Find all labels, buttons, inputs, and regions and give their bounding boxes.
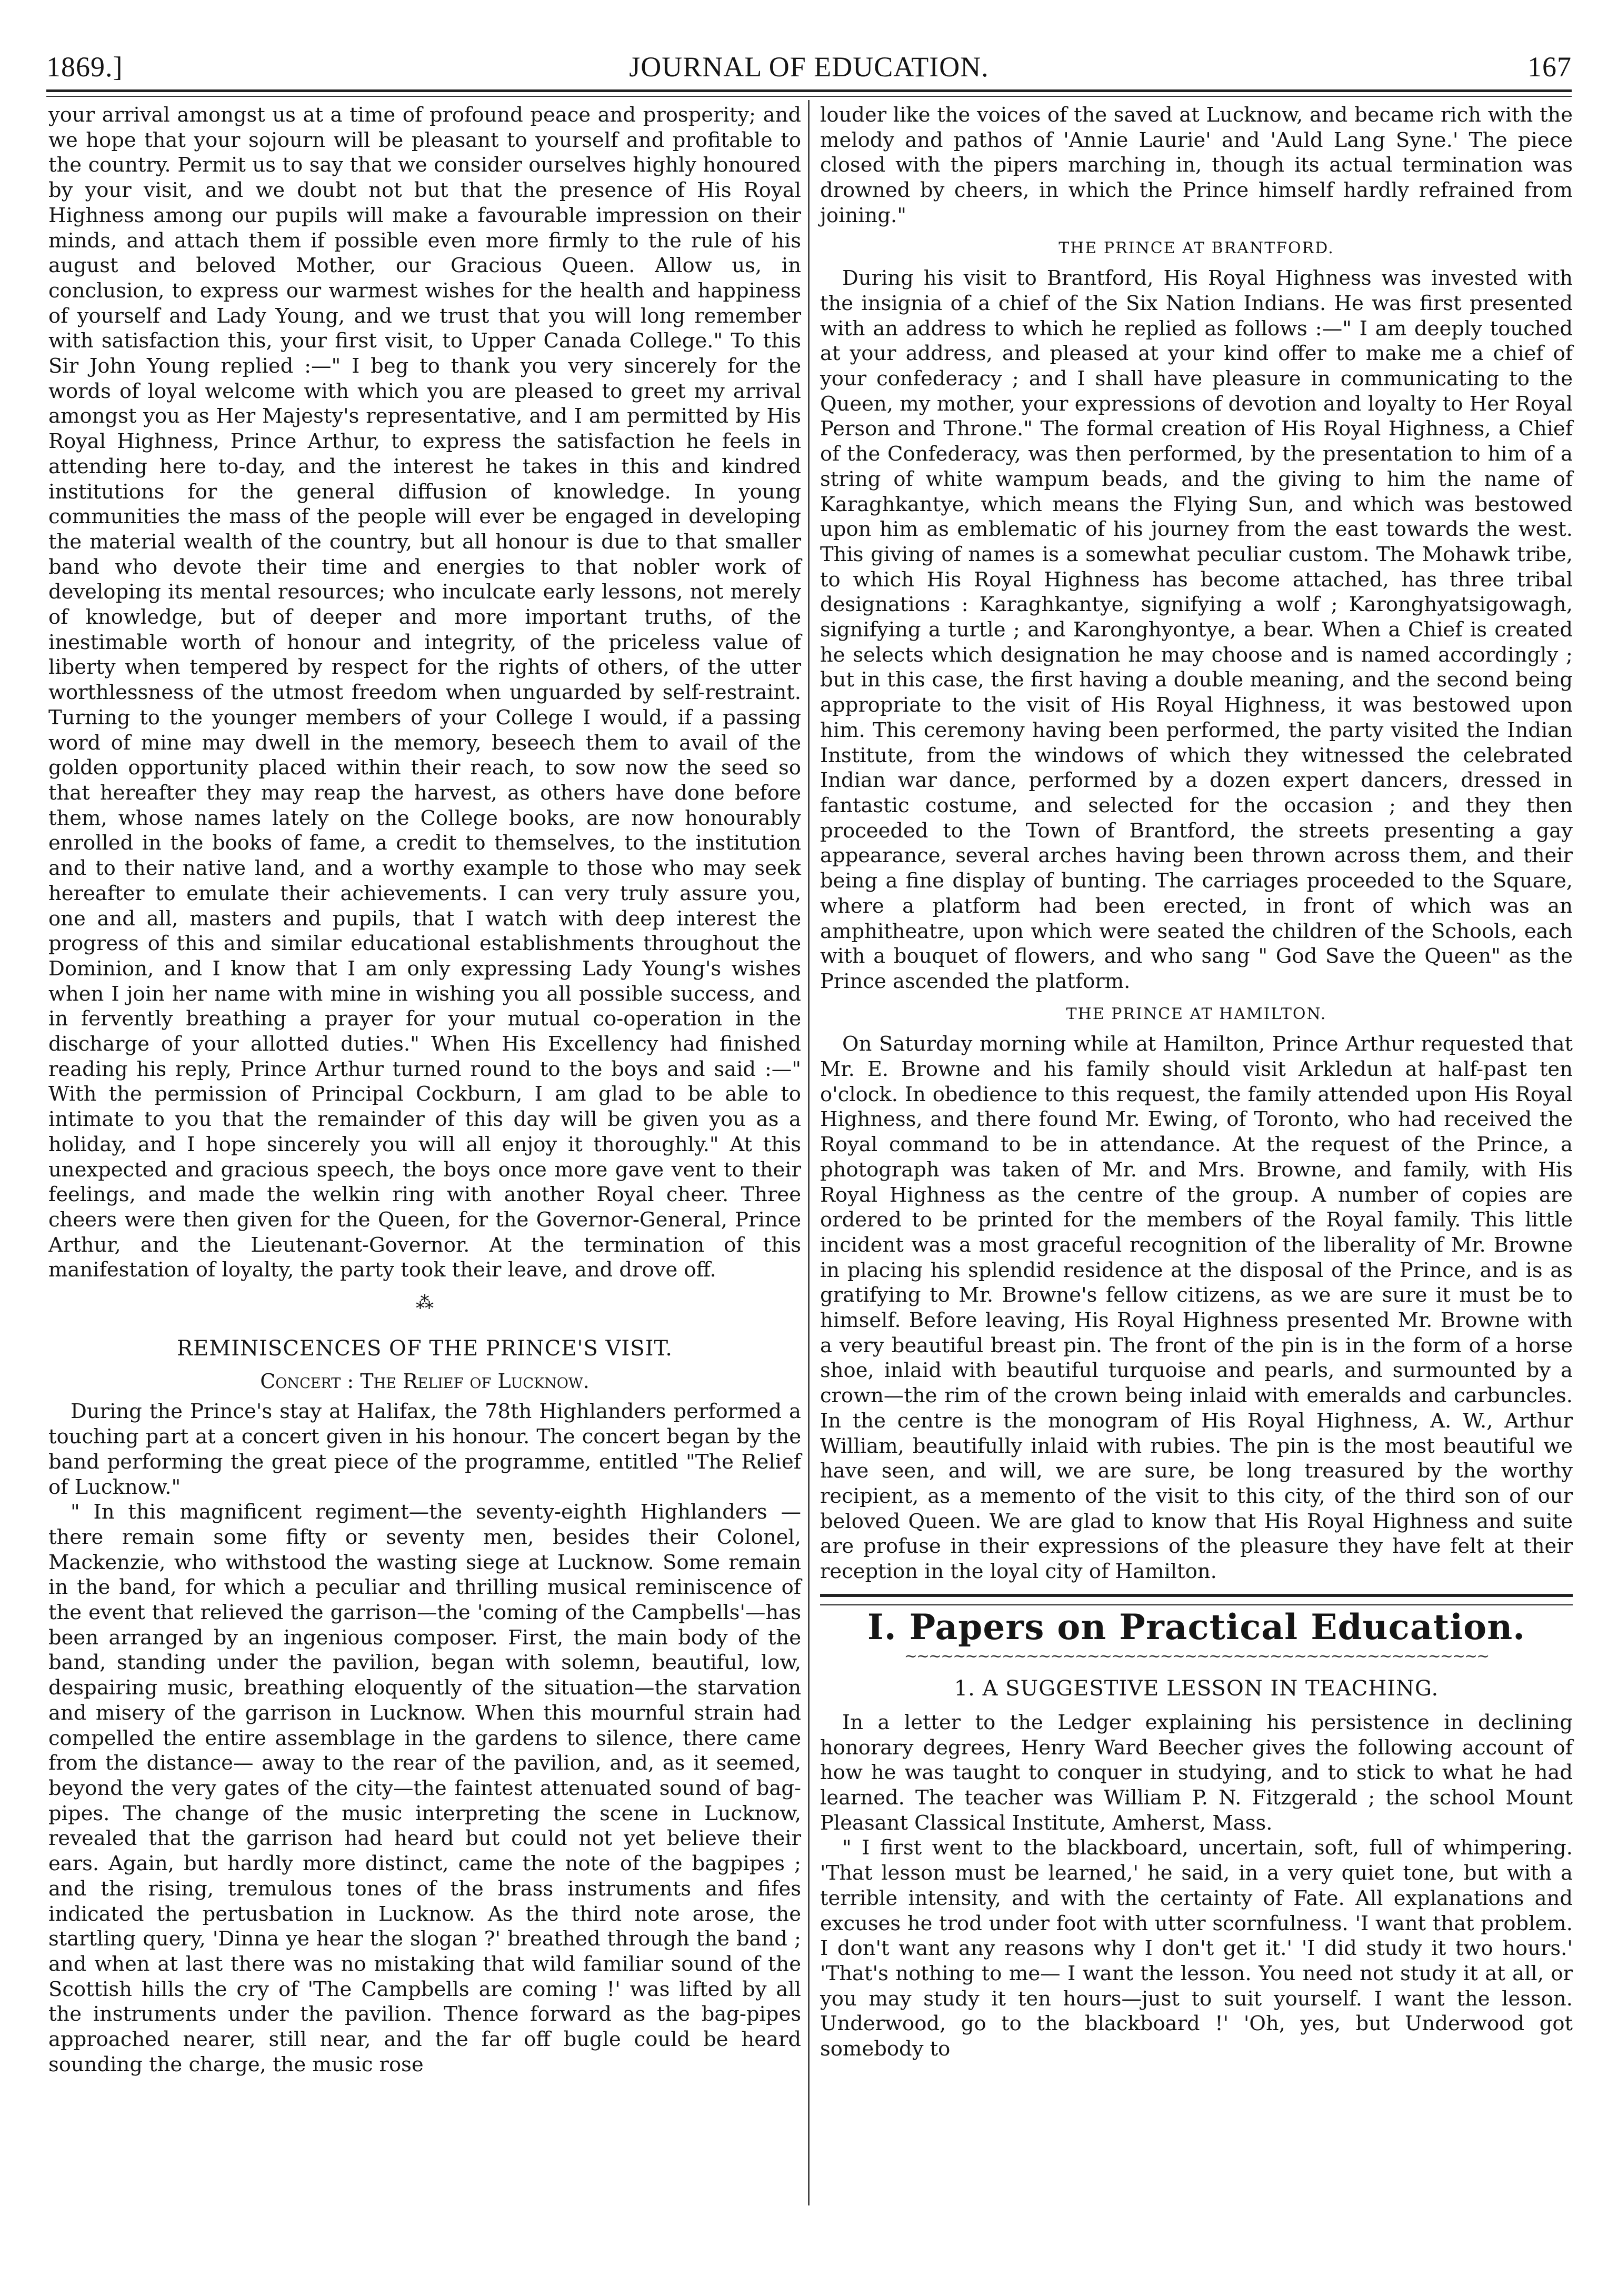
heading-brantford: THE PRINCE AT BRANTFORD.: [1058, 238, 1334, 257]
header-journal-title: JOURNAL OF EDUCATION.: [629, 51, 989, 83]
paragraph: " I first went to the blackboard, uncertain, soft, full of whimpering. 'That lesson must be learned,' he said, in a very quiet tone, but with a terrible intensity, and with the certainty of Fate. All explanations and excuses he trod under foot with utter scornfulness. 'I want that problem. I don't want any reasons why I don't get it.' 'I did study it two hours.' 'That's nothing to me— I want the lesson. You need not study it at all, or you may study it ten hours—just to suit yourself. I want the lesson. Underwood, go to the blackboard !' 'Oh, yes, but Underwood got somebody to: [820, 1836, 1573, 2061]
paragraph: In a letter to the Ledger explaining his persistence in declining honorary degrees, Henry Ward Beecher gives the following account of how he was taught to conquer in studying, and to stick to what he had learned. The teacher was William P. N. Fitzgerald ; the school Mount Pleasant Classical Institute, Amherst, Mass.: [820, 1710, 1573, 1835]
right-column: [820, 103, 1573, 2062]
paragraph: " In this magnificent regiment—the seventy-eighth Highlanders —there remain some fifty or seventy men, besides their Colonel, Mackenzie, who withstood the wasting siege at Lucknow. Some remain in the band, for which a peculiar and thrilling musical reminiscence of the event that relieved the garrison—the 'coming of the Campbells'—has been arranged by an ingenious composer. First, the main body of the band, standing under the pavilion, began with solemn, beautiful, low, despairing music, breathing eloquently of the situation—the starvation and misery of the garrison in Lucknow. When this mournful strain had compelled the entire assemblage in the gardens to silence, there came from the distance— away to the rear of the pavilion, and, as it seemed, beyond the very gates of the city—the faintest attenuated sound of bag-pipes. The change of the music interpreting the scene in Lucknow, revealed that the garrison had heard but could not yet believe their ears. Again, but hardly more distinct, came the note of the bagpipes ; and the rising, tremulous tones of the brass instruments and fifes indicated the pertusbation in Lucknow. As the third note arose, the startling query, 'Dinna ye hear the slogan ?' breathed through the band ; and when at last there was no mistaking that wild familiar sound of the Scottish hills the cry of 'The Campbells are coming !' was lifted by all the instruments under the pavilion. Thence forward as the bag-pipes approached nearer, still near, and the far off bugle could be heard sounding the charge, the music rose: [48, 1500, 801, 2077]
header-rule-thin: [46, 96, 1572, 97]
paragraph: On Saturday morning while at Hamilton, Prince Arthur requested that Mr. E. Browne and his family should visit Arkledun at half-past ten o'clock. In obedience to this request, the family attended upon His Royal Highness, and there found Mr. Ewing, of Toronto, who had received the Royal command to be in attendance. At the request of the Prince, a photograph was taken of Mr. and Mrs. Browne, and family, with His Royal Highness as the centre of the group. A number of copies are ordered to be printed for the members of the Royal family. This little incident was a most graceful recognition of the liberality of Mr. Browne in placing his splendid residence at the disposal of the Prince, and is as gratifying to Mr. Browne's fellow citizens, as we are sure it must be to himself. Before leaving, His Royal Highness presented Mr. Browne with a very beautiful breast pin. The front of the pin is in the form of a horse shoe, inlaid with beautiful turquoise and pearls, and surmounted by a crown—the rim of the crown being inlaid with emeralds and carbuncles. In the centre is the monogram of His Royal Highness, A. W., Arthur William, beautifully inlaid with rubies. The pin is the most beautiful we have seen, and will, we are sure, be long treasured by the worthy recipient, as a memento of the visit to this city, of the third son of our beloved Queen. We are glad to know that His Royal Highness and suite are profuse in their expressions of the pleasure they have felt at their reception in the loyal city of Hamilton.: [820, 1032, 1573, 1584]
header-year: 1869.]: [46, 51, 123, 83]
heading-hamilton: THE PRINCE AT HAMILTON.: [1066, 1004, 1327, 1023]
part-heading: I. Papers on Practical Education.: [867, 1606, 1526, 1648]
header-page-number: 167: [1527, 51, 1572, 83]
section-title: REMINISCENCES OF THE PRINCE'S VISIT.: [177, 1336, 673, 1361]
paragraph: During his visit to Brantford, His Royal Highness was invested with the insignia of a chief of the Six Nation Indians. He was first presented with an address to which he replied as follows :—" I am deeply touched at your address, and pleased at your kind offer to make me a chief of your confederacy ; and I shall have pleasure in communicating to the Queen, my mother, your expressions of devotion and loyalty to Her Royal Person and Throne." The formal creation of His Royal Highness, a Chief of the Confederacy, was then performed, by the presentation to him of a string of white wampum beads, and the giving to him the name of Karaghkantye, which means the Flying Sun, and which was bestowed upon him as emblematic of his journey from the east towards the west. This giving of names is a somewhat peculiar custom. The Mohawk tribe, to which His Royal Highness has become attached, has three tribal designations : Karaghkantye, signifying a wolf ; Karonghyatsigowagh, signifying a turtle ; and Karonghyontye, a bear. When a Chief is created he selects which designation he may choose and is named accordingly ; but in this case, the first having a double meaning, and the second being appropriate to the visit of His Royal Highness, it was bestowed upon him. This ceremony having been performed, the party visited the Indian Institute, from the windows of which they witnessed the celebrated Indian war dance, performed by a dozen expert dancers, dressed in fantastic costume, and selected for the occasion ; and they then proceeded to the Town of Brantford, the streets presenting a gay appearance, several arches having been thrown across them, and their being a fine display of bunting. The carriages proceeded to the Square, where a platform had been erected, in front of which was an amphitheatre, upon which were seated the children of the Schools, each with a bouquet of flowers, and who sang " God Save the Queen" as the Prince ascended the platform.: [820, 266, 1573, 993]
article-title: 1. A SUGGESTIVE LESSON IN TEACHING.: [954, 1676, 1439, 1701]
paragraph: your arrival amongst us at a time of profound peace and prosperity; and we hope that your sojourn will be pleasant to yourself and profitable to the country. Permit us to say that we consider ourselves highly honoured by your visit, and we doubt not but that the presence of His Royal Highness among our pupils will make a favourable impression on their minds, and attach them if possible even more firmly to the rule of his august and beloved Mother, our Gracious Queen. Allow us, in conclusion, to express our warmest wishes for the health and happiness of yourself and Lady Young, and we trust that you will long remember with satisfaction this, your first visit, to Upper Canada College." To this Sir John Young replied :—" I beg to thank you very sincerely for the words of loyal welcome with which you are pleased to greet my arrival amongst you as Her Majesty's representative, and I am permitted by His Royal Highness, Prince Arthur, to express the satisfaction he feels in attending here to-day, and the interest he takes in this and kindred institutions for the general diffusion of knowledge. In young communities the mass of the people will ever be engaged in developing the material wealth of the country, but all honour is due to that smaller band who devote their time and energies to that nobler work of developing its mental resources; who inculcate early lessons, not merely of knowledge, but of deeper and more important truths, of the inestimable worth of honour and integrity, of the priceless value of liberty when tempered by respect for the rights of others, of the utter worthlessness of the utmost freedom when unguarded by self-restraint. Turning to the younger members of your College I would, if a passing word of mine may dwell in the memory, beseech them to avail of the golden opportunity placed within their reach, to sow now the seed so that hereafter they may reap the harvest, as others have done before them, whose names lately on the College books, are now honourably enrolled in the books of fame, a credit to themselves, to the institution and to their native land, and a worthy example to those who may seek hereafter to emulate their achievements. I can very truly assure you, one and all, masters and pupils, that I watch with deep interest the progress of this and similar educational establishments throughout the Dominion, and I know that I am only expressing Lady Young's wishes when I join her name with mine in wishing you all possible success, and in fervently breathing a prayer for your mutual co-operation in the discharge of your allotted duties." When His Excellency had finished reading his reply, Prince Arthur turned round to the boys and said :—" With the permission of Principal Cockburn, I am glad to be able to intimate to you that the remainder of this day will be given you as a holiday, and I hope sincerely you will all enjoy it thoroughly." At this unexpected and gracious speech, the boys once more gave vent to their feelings, and made the welkin ring with another Royal cheer. Three cheers were then given for the Queen, for the Governor-General, Prince Arthur, and the Lieutenant-Governor. At the termination of this manifestation of loyalty, the party took their leave, and drove off.: [48, 103, 801, 1282]
paragraph: During the Prince's stay at Halifax, the 78th Highlanders performed a touching part at a concert given in his honour. The concert began by the band performing the great piece of the programme, entitled "The Relief of Lucknow.": [48, 1400, 801, 1499]
column-divider: [808, 100, 810, 2205]
wavy-rule: ~~~~~~~~~~~~~~~~~~~~~~~~~~~~~~~~~~~~~~~~~~~~~~~~: [904, 1647, 1489, 1666]
section-subtitle: Concert : The Relief of Lucknow.: [260, 1369, 590, 1393]
header-rule: [46, 89, 1572, 92]
running-head: [46, 45, 1572, 83]
left-column: [48, 103, 801, 2077]
paragraph: louder like the voices of the saved at Lucknow, and became rich with the melody and pathos of 'Annie Laurie' and 'Auld Lang Syne.' The piece closed with the pipers marching in, though its actual termination was drowned by cheers, in which the Prince himself hardly refrained from joining.": [820, 103, 1573, 227]
part-rule: [820, 1594, 1573, 1605]
section-ornament: ⁂: [416, 1292, 434, 1314]
